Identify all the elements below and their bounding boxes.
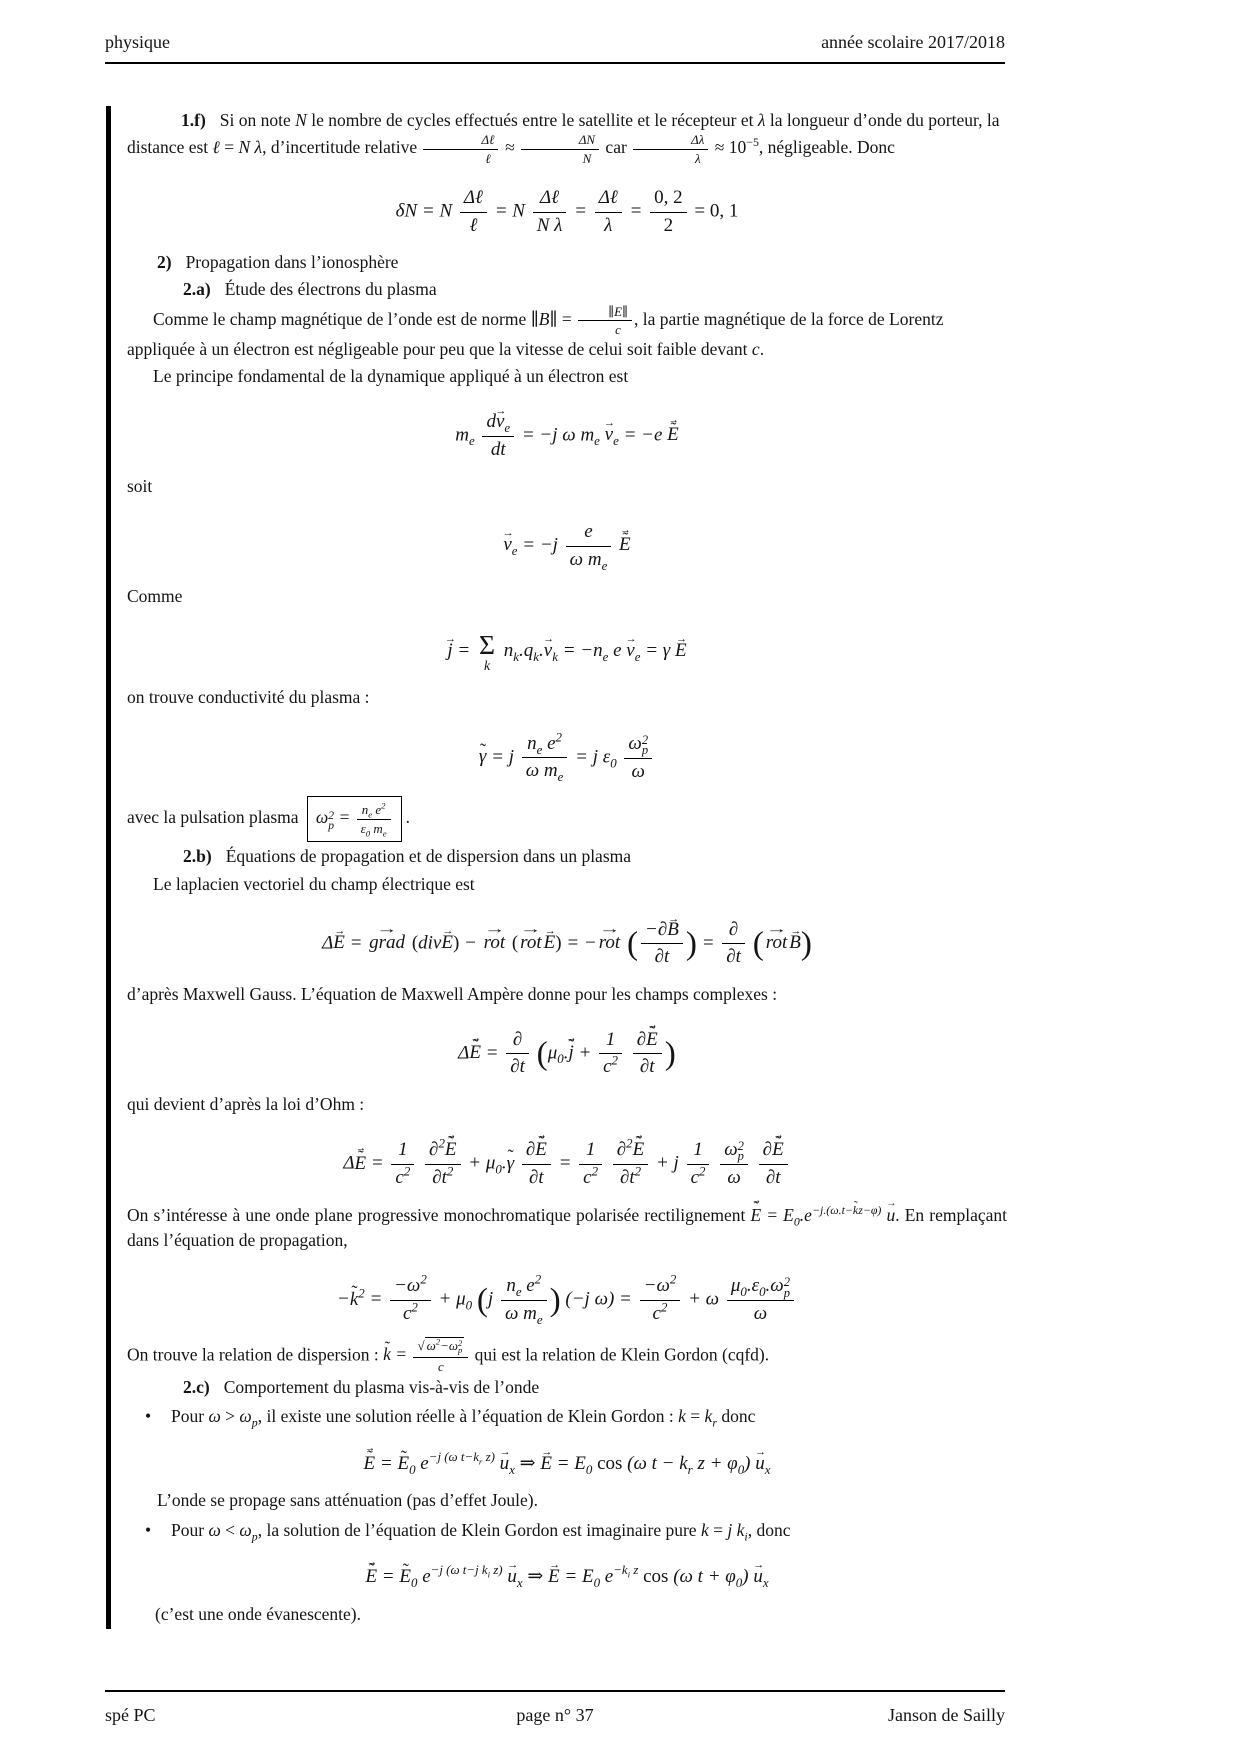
footer-right: Janson de Sailly: [888, 1705, 1005, 1725]
paragraph-pfd: Le principe fondamental de la dynamique appliqué à un électron est: [153, 365, 629, 386]
paragraph-loi-ohm: qui devient d’après la loi d’Ohm :: [127, 1093, 365, 1114]
bullet-icon: •: [145, 1519, 152, 1540]
equation-onde-propagative: ˜ E → = E $˜_0$ $e^{-j (\omega t-k_r z)}$ $u \to_x$ ⇒ E → = $E_0$ cos (ω $t - k_r$ $z + \varphi_0$) $u \to_x$: [127, 1443, 1007, 1476]
paragraph-dispersion: On trouve la relation de dispersion : k ˜ = √ $\omega^2-\omega$ 2 p c qui est la relation de Klein Gordon (cqfd).: [127, 1339, 1007, 1374]
equation-onde-evanescente: ˜ E → = E $˜_0$ $e^{-j (\omega t-j k_i z)}$ $u \to_x$ ⇒ E → = $E_0$ $e^{-k_i z}$ cos (ω $t + \varphi_0$) $u \to_x$: [127, 1556, 1007, 1589]
header-right: année scolaire 2017/2018: [821, 32, 1005, 52]
equation-delta-n: δN = N Δℓ ℓ = N Δℓ N λ = Δℓ λ = $\frac{0, 2}{2}$ = 0, 1: [395, 187, 739, 236]
paragraph-onde-plane: On s’intéresse à une onde plane progressive monochromatique polarisée rectilignement ˜ E → = $E_0.e^{-j.(\omega.t-kz-\varphi)}$ u →. En remplaçant dans l’équation de propagation,: [127, 1203, 1007, 1253]
bullet-icon: •: [145, 1406, 152, 1427]
heading-2c-label: 2.c): [183, 1377, 210, 1398]
heading-2a: [127, 277, 1007, 302]
equation-laplacien: ΔE → = → grad (divE →) − → rot ( → rot E →) = − → rot ( $\frac{-\partial B \to}{\partial t}$ ) = ∂ ∂t ( → rot B →): [127, 910, 1007, 969]
heading-2-text: Propagation dans l’ionosphère: [185, 252, 399, 273]
heading-2c: [127, 1375, 1007, 1400]
equation-vitesse-electron: $v \to_e = -j$ $\frac{e}{\omega m_e}$ ˜ E →: [127, 512, 1007, 571]
equation-densite-courant: j → = Σ k $n_k.q_k.v \to_k = -n_e$ e $v \to_e = \gamma$ E →: [127, 622, 1007, 672]
page-header: [105, 32, 1005, 53]
equation-conductivite: γ ˜ = j $\frac{n_e e^2}{\omega m_e}$ = j $\varepsilon_0$ ω 2 p ω: [127, 724, 1007, 784]
equation-maxwell-ampere: Δ˜ E → = ∂ ∂t ($\mu_0.˜$ j → + $\frac{1}{c^2}$ $\frac{\partial˜ E \to}{\partial t}$ ): [127, 1020, 1007, 1079]
bullet-omega-superieur-text: Pour $\omega > \omega_p$, il existe une solution réelle à l’équation de Klein Gordon : $k = k_r$ donc: [171, 1406, 756, 1430]
bullet-omega-superieur: [127, 1404, 1007, 1429]
heading-2b: [127, 844, 1007, 869]
page-footer: [105, 1705, 1005, 1726]
equation-newton: $m_e$ dv $\to_e$ dt = −j ω $m_e$ $v \to_e = -e$ ˜ E →: [127, 402, 1007, 461]
paragraph-maxwell-gauss: d’après Maxwell Gauss. L’équation de Maxwell Ampère donne pour les champs complexes :: [127, 983, 778, 1004]
heading-2a-text: Étude des électrons du plasma: [224, 279, 437, 300]
paragraph-pulsation-plasma: avec la pulsation plasma ω 2 p = $\frac{n_e e^2}{\varepsilon_0 m_e}$ .: [127, 796, 1007, 842]
paragraph-soit: soit: [127, 475, 153, 496]
bullet-omega-inferieur-text: Pour $\omega < \omega_p$, la solution de l’équation de Klein Gordon est imaginaire pure k = j $k_i$, donc: [171, 1519, 791, 1544]
equation-nombre-onde: −k ˜$^2$ = $\frac{-\omega^2}{c^2}$ + $\mu_0$ (j $\frac{n_e e^2}{\omega m_e}$ ) (−j ω) = $\frac{-\omega^2}{c^2}$ + ω $\mu_0.\varepsilon_0.\omega$ 2 p ω: [127, 1266, 1007, 1326]
heading-2b-label: 2.b): [183, 846, 212, 867]
paragraph-comme: Comme: [127, 585, 183, 606]
heading-2: [127, 250, 1007, 275]
section-1f-label: 1.f): [181, 110, 206, 130]
paragraph-attenuation: L’onde se propage sans atténuation (pas d’effet Joule).: [157, 1490, 538, 1511]
paragraph-lorentz: Comme le champ magnétique de l’onde est de norme ∥B∥ = $\frac{\parallel E\parallel}{c}$ , la partie magnétique de la force de Lorentz appliquée à un électron est négligeable pour peu que la vitesse de celui soit faible devant c.: [127, 303, 944, 359]
header-left: physique: [105, 32, 170, 52]
paragraph-laplacien: Le laplacien vectoriel du champ électrique est: [153, 873, 475, 894]
heading-2c-text: Comportement du plasma vis-à-vis de l’onde: [223, 1377, 540, 1398]
heading-2-label: 2): [157, 252, 172, 273]
paragraph-evanescente: (c’est une onde évanescente).: [155, 1603, 362, 1624]
paragraph-conductivite: on trouve conductivité du plasma :: [127, 687, 370, 708]
solution-block: [106, 106, 1007, 1629]
footer-page-number: page n° 37: [516, 1705, 594, 1725]
heading-2a-label: 2.a): [183, 279, 211, 300]
bullet-omega-inferieur: [127, 1518, 1007, 1543]
heading-2b-text: Équations de propagation et de dispersion dans un plasma: [225, 846, 632, 867]
equation-propagation: Δ˜ E → = $\frac{1}{c^2}$ $\frac{\partial^2˜ E \to}{\partial t^2}$ + $\mu_0.\gamma$ ˜ $\frac{\partial˜ E \to}{\partial t}$ = $\frac{1}{c^2}$ $\frac{\partial^2˜ E \to}{\partial t^2}$ + j $\frac{1}{c^2}$ ω 2 p ω $\frac{\partial˜ E \to}{\partial t}$: [127, 1130, 1007, 1190]
header-rule: [105, 62, 1005, 64]
section-1f: [127, 108, 1007, 165]
footer-rule: [105, 1690, 1005, 1692]
footer-left: spé PC: [105, 1705, 156, 1725]
section-1f-text: Si on note N le nombre de cycles effectués entre le satellite et le récepteur et λ la longueur d’onde du porteur, la distance est ℓ = N λ, d’incertitude relative Δℓ ℓ ≈ $\frac{\Delta N}{N}$ car $\frac{\Delta\lambda}{\lambda}$ ≈ $10^{-5}$, négligeable. Donc: [127, 110, 1000, 166]
